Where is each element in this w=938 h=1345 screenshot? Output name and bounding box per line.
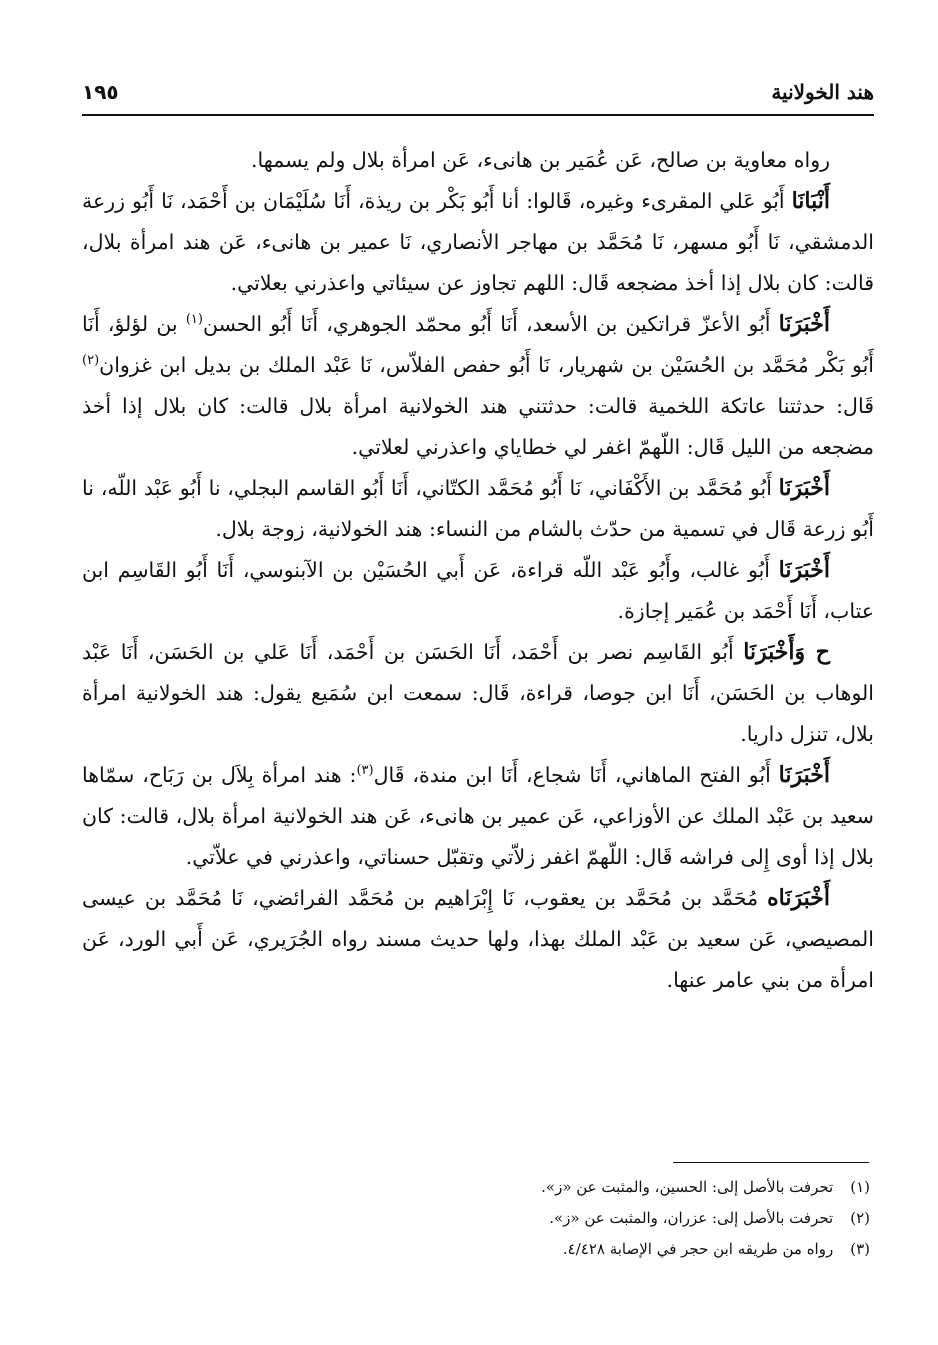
- paragraph-lead-word: أَخْبَرَنَا: [778, 475, 830, 501]
- paragraph-lead-word: أَخْبَرَنَا: [778, 557, 830, 583]
- footnote-3: [82, 1234, 874, 1265]
- footnote-number: (٣): [850, 1240, 870, 1258]
- paragraph-6: [82, 632, 874, 755]
- paragraph-lead-word: أَخْبَرَنَا: [778, 311, 830, 337]
- footnote-ref-1: (١): [185, 312, 203, 328]
- footnote-1: [82, 1172, 874, 1203]
- paragraph-8: [82, 878, 874, 1001]
- page-number: ١٩٥: [82, 80, 119, 104]
- footnote-text: رواه من طريقه ابن حجر في الإصابة ٤/٤٢٨.: [562, 1240, 834, 1258]
- paragraph-lead-word: أَخْبَرَنَاه: [767, 885, 830, 911]
- running-title: هند الخولانية: [771, 80, 874, 104]
- footnote-ref-2: (٢): [82, 353, 100, 369]
- paragraph-text: أَبُو الفتح الماهاني، أَنَا شجاع، أَنَا ابن مندة، قَال: [373, 763, 779, 787]
- paragraph-lead-word: ح وَأَخْبَرَنَا: [743, 639, 830, 665]
- paragraph-lead-word: أَخْبَرَنَا: [778, 762, 830, 788]
- paragraph-text-end: قَال: حدثتنا عاتكة اللخمية قالت: حدثتني هند الخولانية امرأة بلال قالت: كان بلال إذا أخذ مضجعه من الليل قَال: اللّهمّ اغفر لي خطاياي واعذرني لعلاتي.: [82, 394, 874, 459]
- footnote-text: تحرفت بالأصل إلى: الحسين، والمثبت عن «ز».: [541, 1178, 834, 1196]
- paragraph-2: [82, 181, 874, 304]
- header-rule: [82, 114, 874, 116]
- paragraph-text: أَبُو عَلي المقرىء وغيره، قَالوا: أنا أَبُو بَكْر بن ريذة، أَنَا سُلَيْمَان بن أَحْمَد، نَا أَبُو زرعة الدمشقي، نَا أَبُو مسهر، نَا مُحَمَّد بن مهاجر الأنصاري، نَا عمير بن هانىء، عَن هند امرأة بلال، قالت: كان بلال إذا أخذ مضجعه قَال: اللهم تجاوز عن سيئاتي واعذرني بعلاتي.: [82, 189, 874, 295]
- paragraph-text: مُحَمَّد بن مُحَمَّد بن يعقوب، نَا إِبْرَاهيم بن مُحَمَّد الفرائضي، نَا مُحَمَّد بن عيسى المصيصي، عَن سعيد بن عَبْد الملك بهذا، ولها حديث مسند رواه الجُرَيري، عَن أَبي الورد، عَن امرأة من بني عامر عنها.: [82, 886, 874, 992]
- paragraph-text-cont: بن لؤلؤ، أَنَا أَبُو بَكْر مُحَمَّد بن الحُسَيْن بن شهريار، نَا أَبُو حفص الفلاّس، نَا عَبْد الملك بن بديل ابن غزوان: [82, 312, 874, 377]
- paragraph-3: [82, 304, 874, 468]
- paragraph-lead-word: أَنْبَانَا: [791, 188, 830, 214]
- footnote-ref-3: (٣): [356, 763, 374, 779]
- footnote-number: (٢): [850, 1209, 870, 1227]
- paragraph-4: [82, 468, 874, 550]
- footnotes: [82, 1172, 874, 1265]
- paragraph-text: أَبُو القَاسِم نصر بن أَحْمَد، أَنَا الحَسَن بن أَحْمَد، أَنَا عَلي بن الحَسَن، أَنَا عَبْد الوهاب بن الحَسَن، أَنَا ابن جوصا، قراءة، قَال: سمعت ابن سُمَيع يقول: هند الخولانية امرأة بلال، تنزل داريا.: [82, 640, 874, 746]
- paragraph-text: أَبُو غالب، وأَبُو عَبْد اللّه قراءة، عَن أَبي الحُسَيْن بن الآبنوسي، أَنَا أَبُو القَاسِم ابن عتاب، أَنَا أَحْمَد بن عُمَير إجازة.: [82, 558, 874, 623]
- footnote-number: (١): [850, 1178, 870, 1196]
- footnote-separator: [673, 1162, 869, 1163]
- paragraph-text-cont: : هند امرأة بِلاَل بن رَبَاح، سمّاها سعيد بن عَبْد الملك عن الأوزاعي، عَن عمير بن هانىء، عَن هند الخولانية امرأة بلال، قالت: كان بلال إذا أوى إِلى فراشه قَال: اللّهمّ اغفر زلاّتي وتقبّل حسناتي، واعذرني في علاّتي.: [82, 763, 874, 869]
- paragraph-7: [82, 755, 874, 878]
- paragraph-1: [82, 140, 874, 181]
- page-header: [82, 70, 874, 114]
- paragraph-text: أَبُو مُحَمَّد بن الأَكْفَاني، نَا أَبُو مُحَمَّد الكتّاني، أَنَا أَبُو القاسم البجلي، نا أَبُو عَبْد اللّه، نا أَبُو زرعة قَال في تسمية من حدّث بالشام من النساء: هند الخولانية، زوجة بلال.: [82, 476, 874, 541]
- paragraph-text: رواه معاوية بن صالح، عَن عُمَير بن هانىء، عَن امرأة بلال ولم يسمها.: [251, 148, 830, 172]
- paragraph-text: أَبُو الأعزّ قراتكين بن الأسعد، أَنَا أَبُو محمّد الجوهري، أَنَا أَبُو الحسن: [202, 312, 779, 336]
- footnote-2: [82, 1203, 874, 1234]
- paragraph-5: [82, 550, 874, 632]
- footnote-text: تحرفت بالأصل إلى: عزران، والمثبت عن «ز».: [549, 1209, 834, 1227]
- main-text: [82, 140, 874, 1001]
